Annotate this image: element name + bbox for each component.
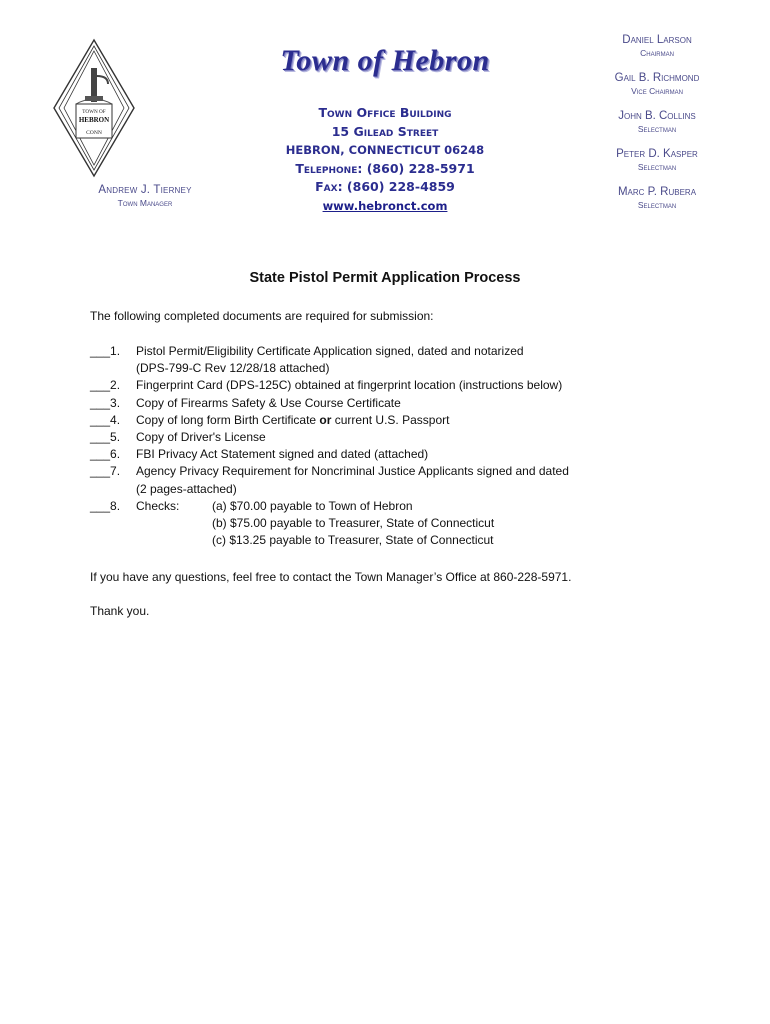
- item-number: ___8.: [90, 498, 121, 513]
- item-text: Checks:: [136, 498, 180, 513]
- board-member-title: Vice Chairman: [631, 86, 683, 96]
- item-text: (2 pages-attached): [136, 481, 237, 496]
- check-line: (b) $75.00 payable to Treasurer, State of Connecticut: [212, 515, 495, 530]
- board-of-selectmen: [592, 34, 722, 224]
- list-item: [90, 395, 690, 412]
- list-item: [90, 429, 690, 446]
- list-item: [90, 446, 690, 463]
- board-member-name: Peter D. Kasper: [616, 148, 698, 160]
- address-block: [255, 104, 515, 215]
- address-building: Town Office Building: [318, 105, 452, 120]
- list-item: [90, 515, 690, 532]
- town-title: Town of Hebron: [280, 44, 490, 77]
- website-link[interactable]: www.hebronct.com: [322, 198, 448, 213]
- list-item: [90, 498, 690, 515]
- intro-text: The following completed documents are required for submission:: [90, 309, 434, 323]
- town-manager-name: Andrew J. Tierney: [98, 184, 192, 196]
- item-text: Agency Privacy Requirement for Noncriminal Justice Applicants signed and dated: [136, 464, 569, 479]
- town-manager-title: Town Manager: [117, 198, 173, 208]
- item-text: Fingerprint Card (DPS-125C) obtained at fingerprint location (instructions below): [136, 378, 563, 393]
- list-item: [90, 377, 690, 394]
- item-number: ___3.: [90, 395, 121, 410]
- seal-text-line2: HEBRON: [78, 116, 110, 124]
- seal-text-line1: TOWN OF: [82, 109, 106, 115]
- board-member: [592, 72, 722, 96]
- address-telephone: Telephone: (860) 228-5971: [295, 160, 475, 176]
- list-item: [90, 343, 690, 360]
- seal-text-line3: CONN: [86, 130, 102, 136]
- item-number: ___5.: [90, 429, 121, 444]
- list-item: [90, 481, 690, 498]
- board-member-name: John B. Collins: [618, 110, 696, 122]
- item-number: ___6.: [90, 447, 121, 462]
- town-manager-block: [70, 184, 220, 208]
- list-item: [90, 412, 690, 429]
- thanks-text: Thank you.: [90, 604, 150, 618]
- board-member: [592, 148, 722, 172]
- item-number: ___2.: [90, 378, 121, 393]
- check-line: (a) $70.00 payable to Town of Hebron: [212, 498, 413, 513]
- document-title: State Pistol Permit Application Process: [249, 270, 521, 286]
- requirements-list: [90, 343, 690, 549]
- item-text-before: Copy of long form Birth Certificate: [136, 412, 320, 427]
- item-number: ___1.: [90, 344, 121, 358]
- board-member: [592, 34, 722, 58]
- board-member-name: Daniel Larson: [622, 34, 692, 46]
- closing-text: If you have any questions, feel free to contact the Town Manager’s Office at 860-228-5971.: [90, 570, 572, 584]
- board-member-name: Gail B. Richmond: [614, 72, 700, 84]
- item-number: ___4.: [90, 412, 121, 427]
- item-text: Copy of Driver's License: [136, 429, 266, 444]
- board-member-title: Selectman: [637, 200, 677, 210]
- item-text: Pistol Permit/Eligibility Certificate Application signed, dated and notarized: [136, 344, 524, 358]
- town-seal-logo: [52, 38, 136, 178]
- address-street: 15 Gilead Street: [331, 123, 439, 139]
- board-member-title: Chairman: [640, 48, 674, 58]
- item-text: Copy of Firearms Safety & Use Course Certificate: [136, 395, 401, 410]
- board-member: [592, 110, 722, 134]
- item-number: ___7.: [90, 464, 121, 479]
- item-text: FBI Privacy Act Statement signed and dated (attached): [136, 447, 429, 462]
- check-line: (c) $13.25 payable to Treasurer, State of Connecticut: [212, 533, 494, 548]
- board-member: [592, 186, 722, 210]
- list-item: [90, 532, 690, 549]
- item-text: (DPS-799-C Rev 12/28/18 attached): [136, 361, 330, 376]
- item-text-bold: or: [319, 412, 332, 427]
- board-member-title: Selectman: [637, 124, 677, 134]
- board-member-name: Marc P. Rubera: [617, 186, 697, 198]
- board-member-title: Selectman: [637, 162, 677, 172]
- list-item: [90, 463, 690, 480]
- item-text: [136, 412, 449, 429]
- item-text-after: current U.S. Passport: [331, 412, 450, 427]
- list-item: [90, 360, 690, 377]
- address-fax: Fax: (860) 228-4859: [315, 179, 455, 194]
- address-city: HEBRON, CONNECTICUT 06248: [285, 143, 485, 157]
